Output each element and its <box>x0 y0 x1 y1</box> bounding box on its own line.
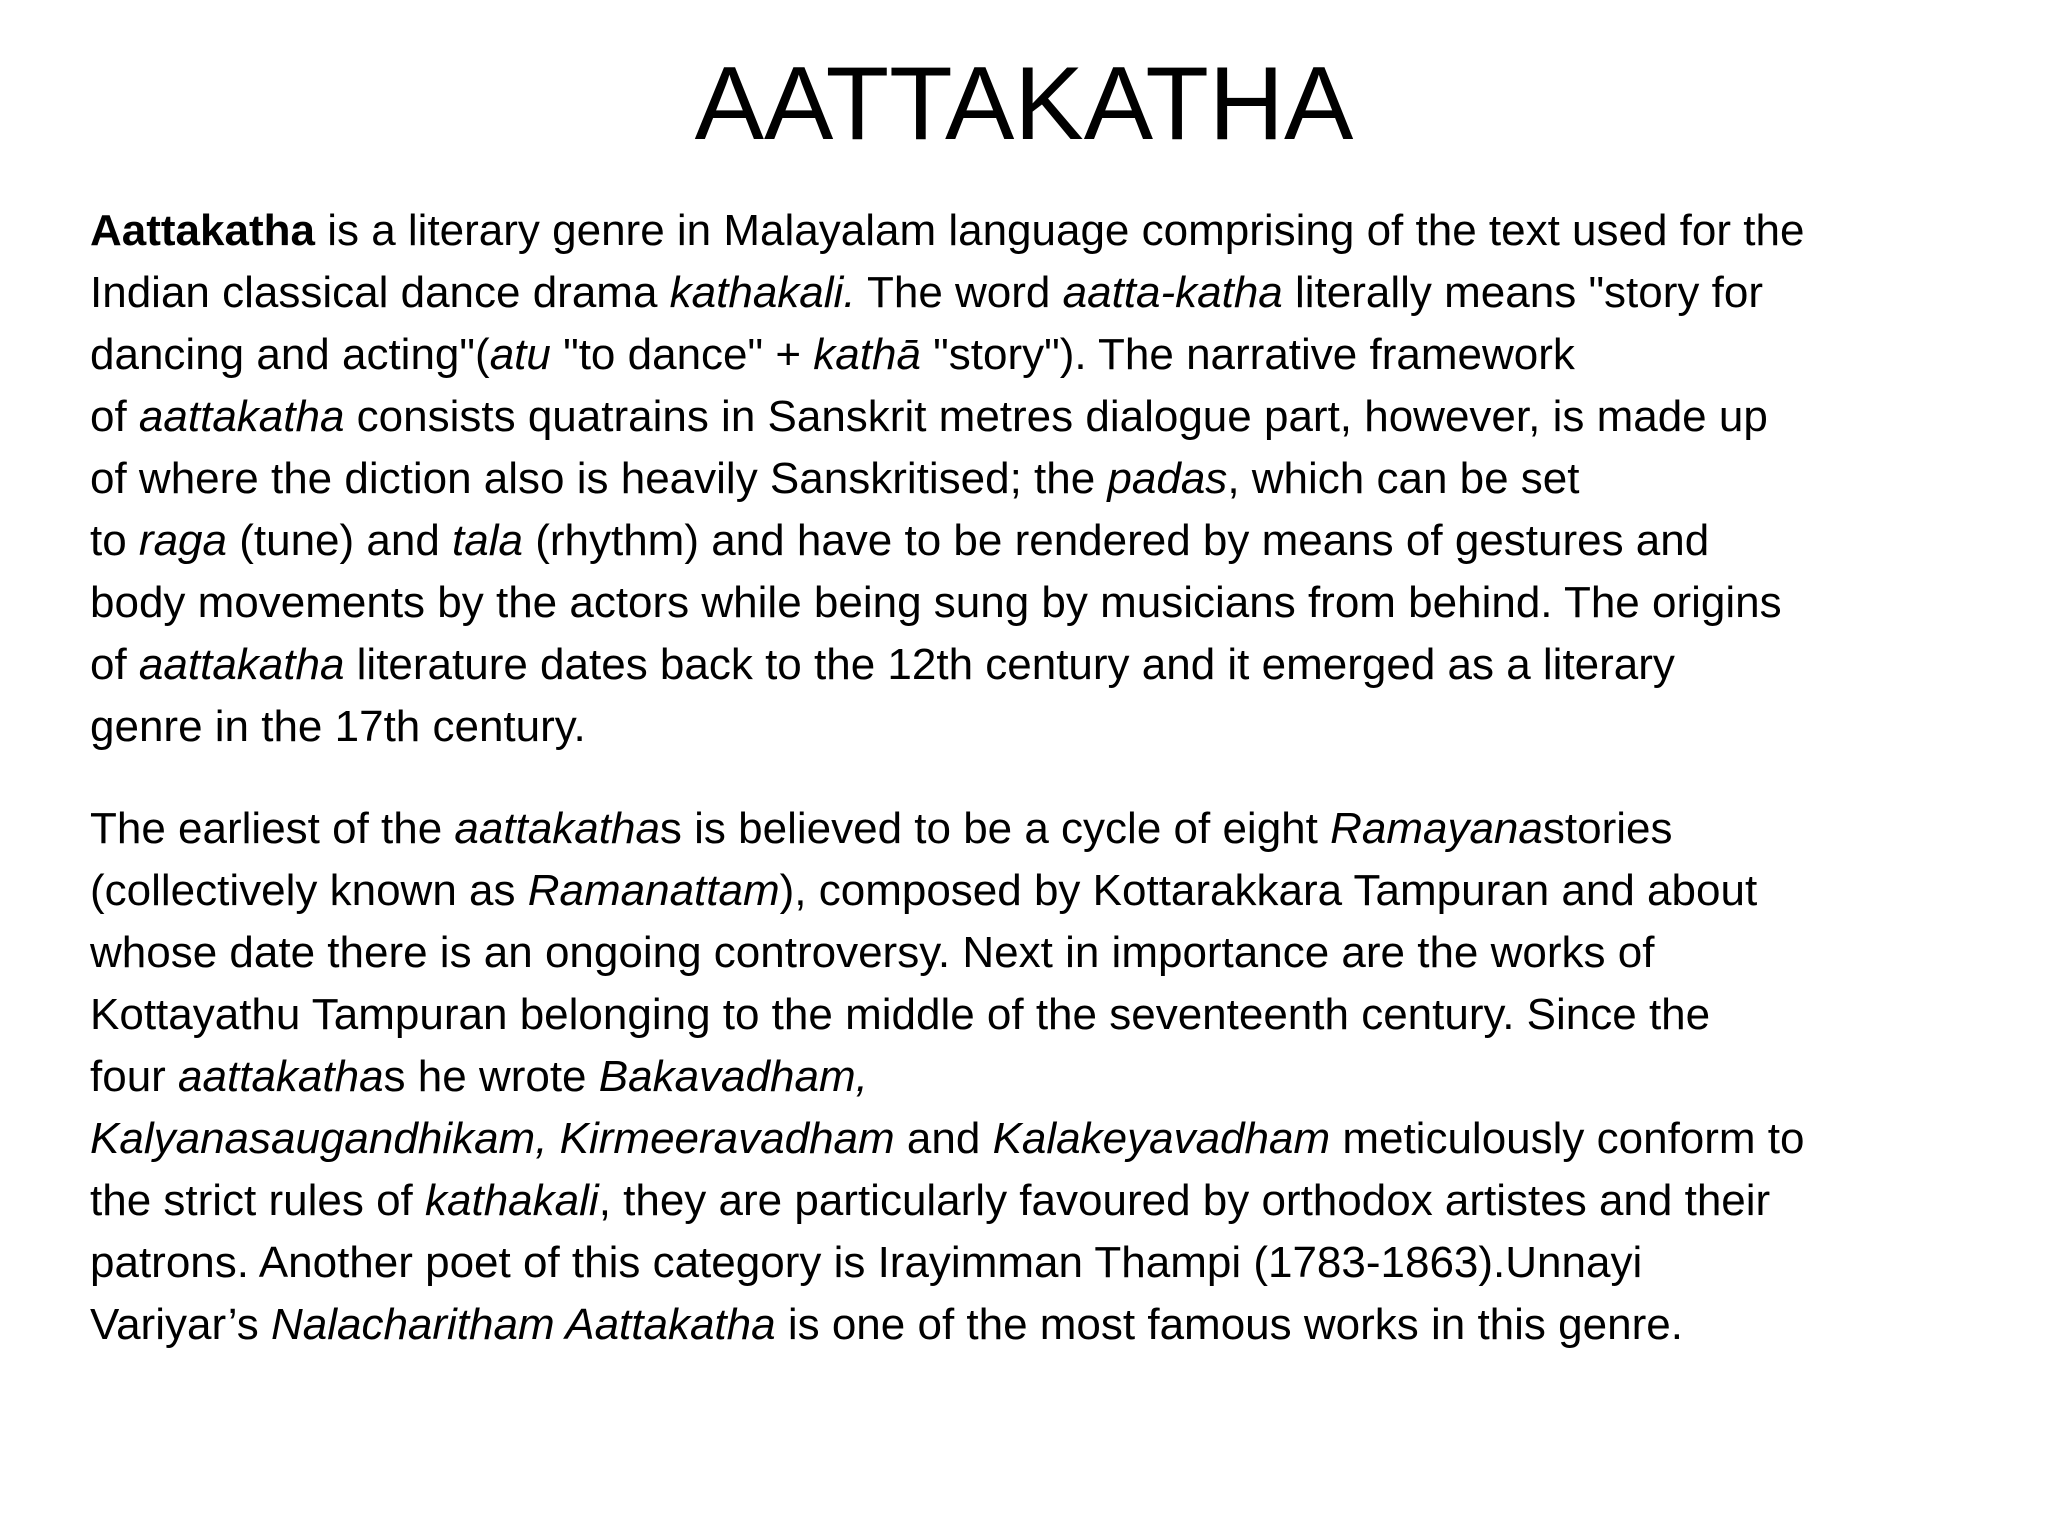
italic-term: aattakatha <box>454 804 660 853</box>
slide-body <box>90 200 1970 1356</box>
italic-term: kathakali. <box>669 268 856 317</box>
text-run: whose date there is an ongoing controversy. Next in importance are the works of <box>90 928 1655 977</box>
text-run: the strict rules of <box>90 1176 426 1225</box>
paragraph-1 <box>90 200 1970 758</box>
text-line <box>90 1294 1970 1356</box>
text-run: four <box>90 1052 179 1101</box>
text-run: "to dance" + <box>550 330 814 379</box>
text-line <box>90 386 1970 448</box>
text-run: is one of the most famous works in this genre. <box>775 1300 1683 1349</box>
italic-term: aattakatha <box>138 640 345 689</box>
text-run: Indian classical dance drama <box>90 268 670 317</box>
text-run: (collectively known as <box>90 866 528 915</box>
bold-term: Aattakatha <box>90 206 315 255</box>
italic-term: kathā <box>813 330 921 379</box>
text-line <box>90 1046 1970 1108</box>
text-line <box>90 448 1970 510</box>
italic-term: aattakatha <box>178 1052 384 1101</box>
italic-term: kathakali <box>425 1176 599 1225</box>
text-run: The word <box>855 268 1063 317</box>
text-run: (tune) and <box>227 516 453 565</box>
text-run: dancing and acting"( <box>90 330 490 379</box>
paragraph-2 <box>90 798 1970 1356</box>
text-run: ), composed by Kottarakkara Tampuran and about <box>779 866 1758 915</box>
italic-term: Ramayana <box>1330 804 1543 853</box>
text-line <box>90 510 1970 572</box>
text-run: of where the diction also is heavily Sanskritised; the <box>90 454 1108 503</box>
text-run: s is believed to be a cycle of eight <box>659 804 1331 853</box>
text-line <box>90 1170 1970 1232</box>
text-run: , they are particularly favoured by orthodox artistes and their <box>598 1176 1771 1225</box>
text-run: The earliest of the <box>90 804 455 853</box>
text-run: of <box>90 640 139 689</box>
text-line <box>90 200 1970 262</box>
text-run: Variyar’s <box>90 1300 271 1349</box>
italic-term: Kalyanasaugandhikam, Kirmeeravadham <box>90 1114 895 1163</box>
text-run: "story"). The narrative framework <box>920 330 1575 379</box>
text-run: s he wrote <box>383 1052 599 1101</box>
text-run: genre in the 17th century. <box>90 702 586 751</box>
text-run: stories <box>1542 804 1673 853</box>
text-line <box>90 984 1970 1046</box>
text-run: body movements by the actors while being sung by musicians from behind. The origins <box>90 578 1782 627</box>
text-run: of <box>90 392 139 441</box>
text-run: , which can be set <box>1227 454 1580 503</box>
text-run: meticulously conform to <box>1330 1114 1805 1163</box>
text-run: consists quatrains in Sanskrit metres dialogue part, however, is made up <box>344 392 1768 441</box>
text-line <box>90 696 1970 758</box>
text-line <box>90 572 1970 634</box>
italic-term: Bakavadham, <box>598 1052 868 1101</box>
text-line <box>90 262 1970 324</box>
text-line <box>90 860 1970 922</box>
italic-term: raga <box>138 516 227 565</box>
text-line <box>90 1108 1970 1170</box>
italic-term: tala <box>452 516 523 565</box>
italic-term: padas <box>1107 454 1228 503</box>
text-line <box>90 1232 1970 1294</box>
text-run: literally means "story for <box>1282 268 1763 317</box>
italic-term: Ramanattam <box>527 866 780 915</box>
text-line <box>90 798 1970 860</box>
text-line <box>90 922 1970 984</box>
italic-term: aatta-katha <box>1062 268 1283 317</box>
italic-term: Kalakeyavadham <box>992 1114 1331 1163</box>
italic-term: Nalacharitham Aattakatha <box>270 1300 776 1349</box>
text-run: is a literary genre in Malayalam language comprising of the text used for the <box>314 206 1805 255</box>
italic-term: aattakatha <box>138 392 345 441</box>
slide-title: AATTAKATHA <box>694 46 1354 162</box>
text-run: (rhythm) and have to be rendered by means of gestures and <box>522 516 1710 565</box>
text-run: literature dates back to the 12th century and it emerged as a literary <box>344 640 1675 689</box>
text-run: to <box>90 516 139 565</box>
text-line <box>90 634 1970 696</box>
italic-term: atu <box>489 330 551 379</box>
text-run: Kottayathu Tampuran belonging to the middle of the seventeenth century. Since the <box>90 990 1711 1039</box>
text-run: patrons. Another poet of this category is Irayimman Thampi (1783-1863).Unnayi <box>90 1238 1643 1287</box>
text-run: and <box>894 1114 993 1163</box>
text-line <box>90 324 1970 386</box>
